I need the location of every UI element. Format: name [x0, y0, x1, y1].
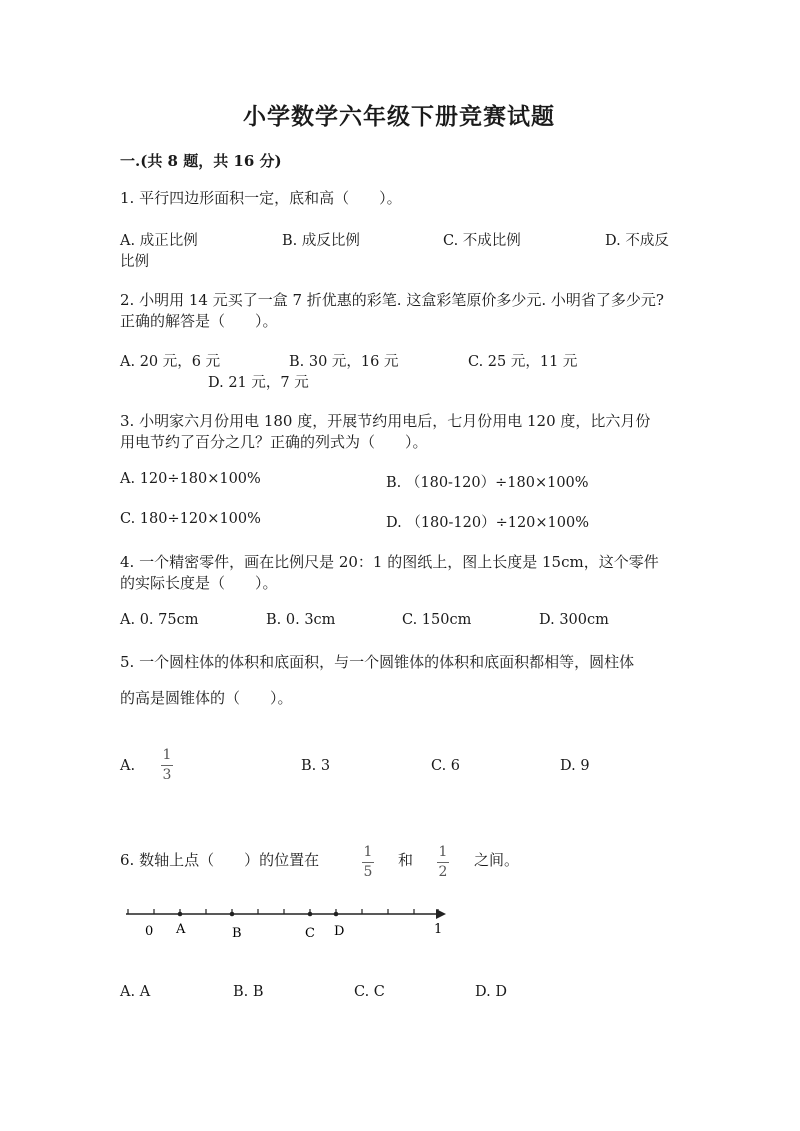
fraction-bar — [362, 862, 374, 863]
fraction-denominator: 3 — [162, 767, 172, 783]
page-title: 小学数学六年级下册竞赛试题 — [243, 103, 555, 130]
number-line — [120, 900, 460, 945]
question-4-option-b: B. 0. 3cm — [266, 612, 336, 628]
question-3-option-c: C. 180÷120×100% — [120, 511, 261, 527]
question-6-fraction-one-half — [437, 845, 449, 880]
question-1-option-a: A. 成正比例 — [120, 233, 198, 249]
question-6-fraction-one-fifth — [362, 845, 374, 880]
question-6-option-b: B. B — [233, 984, 264, 1000]
fraction-denominator: 5 — [363, 864, 373, 880]
question-4-text-line1: 4. 一个精密零件，画在比例尺是 20：1 的图纸上，图上长度是 15cm，这个零件 — [120, 553, 659, 571]
question-3-option-b: B. （180-120）÷180×100% — [386, 475, 589, 491]
label-a: A — [176, 922, 186, 937]
fraction-bar — [161, 765, 173, 766]
question-6-option-d: D. D — [475, 984, 507, 1000]
question-5-option-a-fraction — [161, 748, 173, 783]
question-3-option-a: A. 120÷180×100% — [120, 471, 261, 487]
question-1-option-c: C. 不成比例 — [443, 233, 521, 249]
question-2-option-c: C. 25 元，11 元 — [468, 354, 578, 370]
question-6-option-a: A. A — [120, 984, 151, 1000]
label-d: D — [334, 924, 345, 939]
question-3-text-line1: 3. 小明家六月份用电 180 度，开展节约用电后，七月份用电 120 度，比六月份 — [120, 412, 651, 430]
point-c-dot — [308, 912, 313, 917]
question-1-option-d: D. 不成反 — [605, 233, 669, 249]
question-5-option-b: B. 3 — [301, 758, 331, 774]
question-5-text-line2: 的高是圆锥体的（ ）。 — [120, 689, 293, 707]
question-3-option-d: D. （180-120）÷120×100% — [386, 515, 590, 531]
number-line-ticks — [128, 909, 438, 914]
question-4-option-c: C. 150cm — [402, 612, 472, 628]
label-b: B — [232, 926, 242, 941]
question-2-option-b: B. 30 元，16 元 — [289, 354, 399, 370]
fraction-numerator: 1 — [162, 747, 172, 763]
question-2-option-d: D. 21 元，7 元 — [208, 375, 309, 391]
label-zero: 0 — [145, 924, 154, 939]
question-4-text-line2: 的实际长度是（ ）。 — [120, 574, 278, 592]
question-6-text-suffix: 之间。 — [474, 851, 520, 869]
question-4-option-a: A. 0. 75cm — [120, 612, 199, 628]
question-1-text: 1. 平行四边形面积一定，底和高（ ）。 — [120, 189, 402, 207]
point-a-dot — [178, 912, 183, 917]
label-c: C — [305, 926, 315, 941]
question-5-text-line1: 5. 一个圆柱体的体积和底面积，与一个圆锥体的体积和底面积都相等，圆柱体 — [120, 653, 635, 671]
question-3-text-line2: 用电节约了百分之几？正确的列式为（ ）。 — [120, 433, 428, 451]
point-b-dot — [230, 912, 235, 917]
point-d-dot — [334, 912, 339, 917]
fraction-bar — [437, 862, 449, 863]
question-1-option-b: B. 成反比例 — [282, 233, 360, 249]
question-2-option-a: A. 20 元，6 元 — [120, 354, 221, 370]
question-5-option-c: C. 6 — [431, 758, 461, 774]
question-5-option-a: A. — [120, 758, 136, 774]
question-5-option-d: D. 9 — [560, 758, 590, 774]
fraction-numerator: 1 — [363, 844, 373, 860]
fraction-numerator: 1 — [438, 844, 448, 860]
section-heading: 一.(共 8 题，共 16 分) — [120, 152, 282, 170]
question-6-option-c: C. C — [354, 984, 385, 1000]
question-6-text-and: 和 — [398, 851, 414, 869]
label-one: 1 — [434, 922, 443, 937]
question-2-text-line1: 2. 小明用 14 元买了一盒 7 折优惠的彩笔. 这盒彩笔原价多少元. 小明省了多少元? — [120, 291, 664, 309]
fraction-denominator: 2 — [438, 864, 448, 880]
question-1-option-d-overflow: 比例 — [120, 254, 149, 270]
question-6-text-prefix: 6. 数轴上点（ ）的位置在 — [120, 851, 320, 869]
question-2-text-line2: 正确的解答是（ ）。 — [120, 312, 278, 330]
question-4-option-d: D. 300cm — [539, 612, 609, 628]
